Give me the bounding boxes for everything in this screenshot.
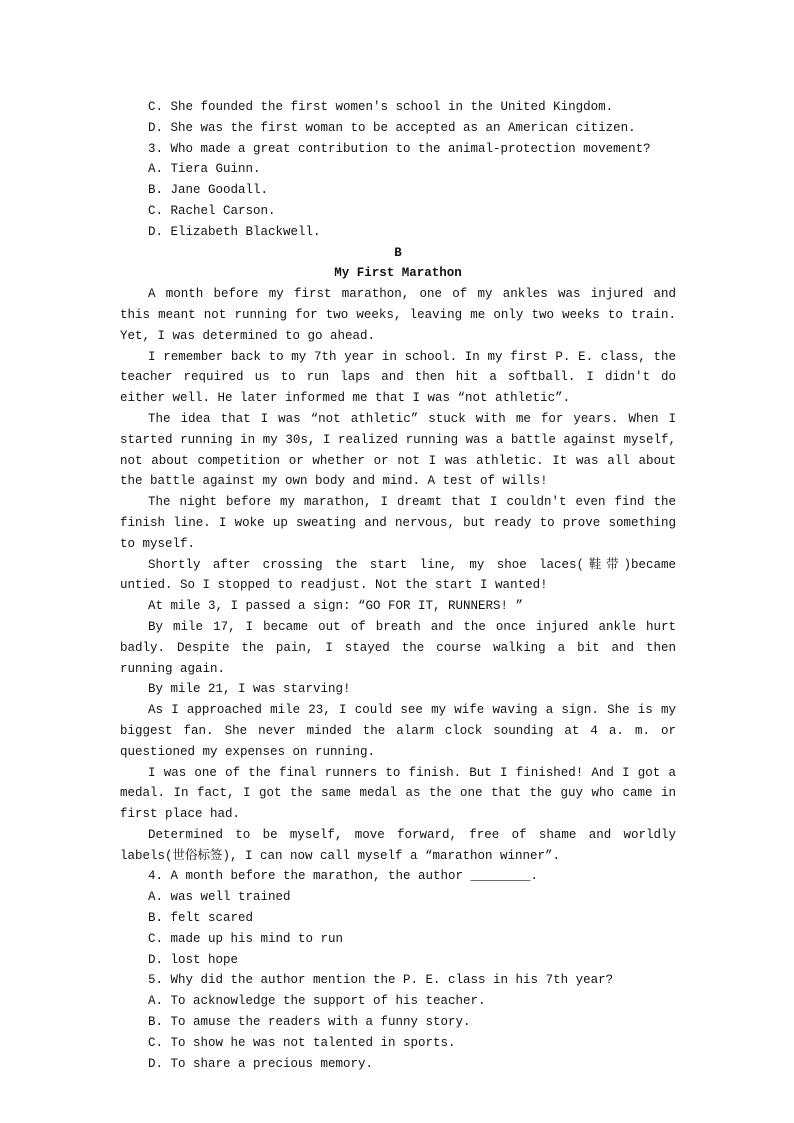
option-c-prev: C. She founded the first women's school in the United Kingdom.: [148, 100, 614, 114]
paragraph-1: A month before my first marathon, one of my ankles was injured and this meant not running for two weeks, leaving me only two weeks to train. Yet, I was determined to go ahead.: [120, 287, 676, 343]
paragraph-9: As I approached mile 23, I could see my wife waving a sign. She is my biggest fan. She never minded the alarm clock sounding at 4 a. m. or questioned my expenses on running.: [120, 703, 676, 759]
paragraph-7: By mile 17, I became out of breath and the once injured ankle hurt badly. Despite the pain, I stayed the course walking a bit and then running again.: [120, 619, 676, 676]
paragraph-6: At mile 3, I passed a sign: “GO FOR IT, RUNNERS! ”: [148, 599, 524, 614]
paragraph-3: The idea that I was “not athletic” stuck with me for years. When I started running in my 30s, I realized running was a battle against myself, not about competition or whether or not I was athletic. It was all about the battle against my own body and mind. A test of wills!: [120, 411, 676, 489]
paragraph-5: Shortly after crossing the start line, my shoe laces(鞋带)became untied. So I stopped to readjust. Not the start I wanted!: [120, 557, 676, 593]
paragraph-2: I remember back to my 7th year in school. In my first P. E. class, the teacher required us to run laps and then hit a softball. I didn't do either well. He later informed me that I was “not athletic”.: [120, 349, 676, 406]
paragraph-4: The night before my marathon, I dreamt that I couldn't even find the finish line. I woke up sweating and nervous, but ready to prove something to myself.: [120, 495, 676, 551]
q4-option-b: B. felt scared: [148, 911, 254, 926]
paragraph-10: I was one of the final runners to finish. But I finished! And I got a medal. In fact, I got the same medal as the one that the guy who came in first place had.: [120, 765, 676, 822]
question-4: 4. A month before the marathon, the author ________.: [148, 869, 539, 884]
q5-option-d: D. To share a precious memory.: [148, 1056, 374, 1071]
section-letter: B: [394, 245, 402, 260]
q3-option-b: B. Jane Goodall.: [148, 183, 269, 198]
q4-option-d: D. lost hope: [148, 952, 239, 967]
document-page: [120, 97, 676, 1074]
option-d-prev: D. She was the first woman to be accepted as an American citizen.: [148, 120, 636, 135]
q3-option-d: D. Elizabeth Blackwell.: [148, 224, 321, 239]
paragraph-11: Determined to be myself, move forward, free of shame and worldly labels(世俗标签), I can now call myself a “marathon winner”.: [120, 827, 676, 863]
question-3: 3. Who made a great contribution to the animal-protection movement?: [148, 141, 651, 156]
paragraph-8: By mile 21, I was starving!: [148, 682, 351, 697]
passage-title: My First Marathon: [334, 266, 462, 281]
q5-option-b: B. To amuse the readers with a funny story.: [148, 1015, 471, 1030]
q5-option-c: C. To show he was not talented in sports.: [148, 1035, 456, 1050]
q3-option-a: A. Tiera Guinn.: [148, 162, 261, 177]
question-5: 5. Why did the author mention the P. E. class in his 7th year?: [148, 973, 614, 988]
q5-option-a: A. To acknowledge the support of his teacher.: [148, 994, 486, 1009]
q3-option-c: C. Rachel Carson.: [148, 203, 276, 218]
q4-option-a: A. was well trained: [148, 890, 291, 905]
q4-option-c: C. made up his mind to run: [148, 931, 344, 946]
